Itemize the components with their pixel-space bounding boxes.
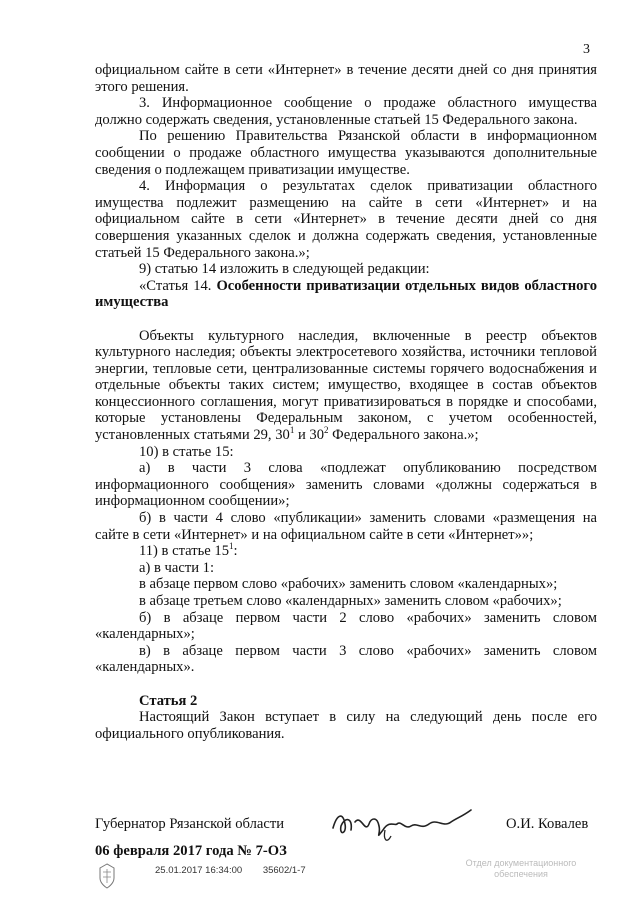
law-date-number: 06 февраля 2017 года № 7-ОЗ: [95, 843, 287, 859]
blank-line: [95, 311, 597, 328]
footer-timestamp: 25.01.2017 16:34:00: [155, 865, 243, 876]
paragraph-text: Федерального закона.»;: [328, 427, 479, 444]
page-number: 3: [583, 42, 590, 57]
superscript: 2: [324, 425, 329, 436]
paragraph: в абзаце третьем слово «календарных» заменить словом «рабочих»;: [139, 593, 562, 609]
article-14-title: Особенности приватизации отдельных видов областного имущества: [95, 277, 597, 311]
handwritten-signature: [325, 800, 485, 850]
paragraph: а) в части 1:: [139, 559, 215, 576]
article-2-title: Статья 2: [139, 692, 198, 709]
paragraph: а) в части 3 слова «подлежат опубликованию посредством информационного сообщения» заменить словами «должны содержаться в информационном сообщении»;: [95, 460, 597, 510]
paragraph: в) в абзаце первом части 3 слово «рабочих» заменить словом «календарных».: [95, 642, 597, 676]
article-14-heading: [95, 278, 597, 311]
article-14-prefix: «Статья 14.: [139, 277, 212, 294]
blank-line: [95, 676, 597, 693]
coat-of-arms-icon: [96, 862, 118, 890]
superscript: 1: [229, 541, 234, 552]
paragraph: 3. Информационное сообщение о продаже областного имущества должно содержать сведения, установленные статьей 15 Федерального закона.: [95, 95, 597, 128]
paragraph-text: 11) в статье 15: [139, 543, 229, 560]
faint-stamp: Отдел документационного обеспечения: [465, 858, 577, 879]
paragraph-text: Объекты культурного наследия, включенные в реестр объектов культурного наследия; объекты электросетевого хозяйства, источники тепловой энергии, тепловые сети, централизованные системы горячего водоснабжения и отдельные объекты таких систем; имущество, входящее в состав объектов концессионного соглашения, могут приватизироваться в порядке и способами, которые установлены Федеральным законом, с учетом особенностей, установленных статьями 29, 30: [95, 327, 597, 444]
footer-doc-code: 35602/1-7: [262, 865, 306, 876]
paragraph: 10) в статье 15:: [139, 443, 234, 460]
superscript: 1: [289, 425, 295, 436]
paragraph: Настоящий Закон вступает в силу на следующий день после его официального опубликования.: [95, 709, 597, 742]
paragraph: официальном сайте в сети «Интернет» в течение десяти дней со дня принятия этого решения.: [95, 62, 597, 95]
print-footer: [155, 865, 324, 876]
paragraph: б) в части 4 слово «публикации» заменить словами «размещения на сайте в сети «Интернет» и на официальном сайте в сети «Интернет»»;: [95, 510, 597, 543]
paragraph: [95, 543, 597, 560]
paragraph: [95, 328, 597, 444]
paragraph-text: :: [233, 543, 238, 560]
paragraph: По решению Правительства Рязанской области в информационном сообщении о продаже областного имущества указываются дополнительные сведения о подлежащем приватизации имуществе.: [95, 128, 597, 178]
paragraph: в абзаце первом слово «рабочих» заменить словом «календарных»;: [139, 576, 558, 593]
signatory-position: Губернатор Рязанской области: [95, 816, 285, 832]
paragraph-text: и 30: [294, 427, 325, 444]
paragraph: 4. Информация о результатах сделок приватизации областного имущества подлежит размещению на сайте в сети «Интернет» и на официальном сайте в сети «Интернет» в течение десяти дней со дня совершения указанных сделок и должна содержать сведения, установленные статьей 15 Федерального закона.»;: [95, 178, 597, 261]
document-body: [95, 62, 597, 742]
paragraph: б) в абзаце первом части 2 слово «рабочих» заменить словом «календарных»;: [95, 609, 597, 643]
paragraph: 9) статью 14 изложить в следующей редакции:: [139, 261, 430, 278]
signatory-name: О.И. Ковалев: [506, 816, 589, 832]
